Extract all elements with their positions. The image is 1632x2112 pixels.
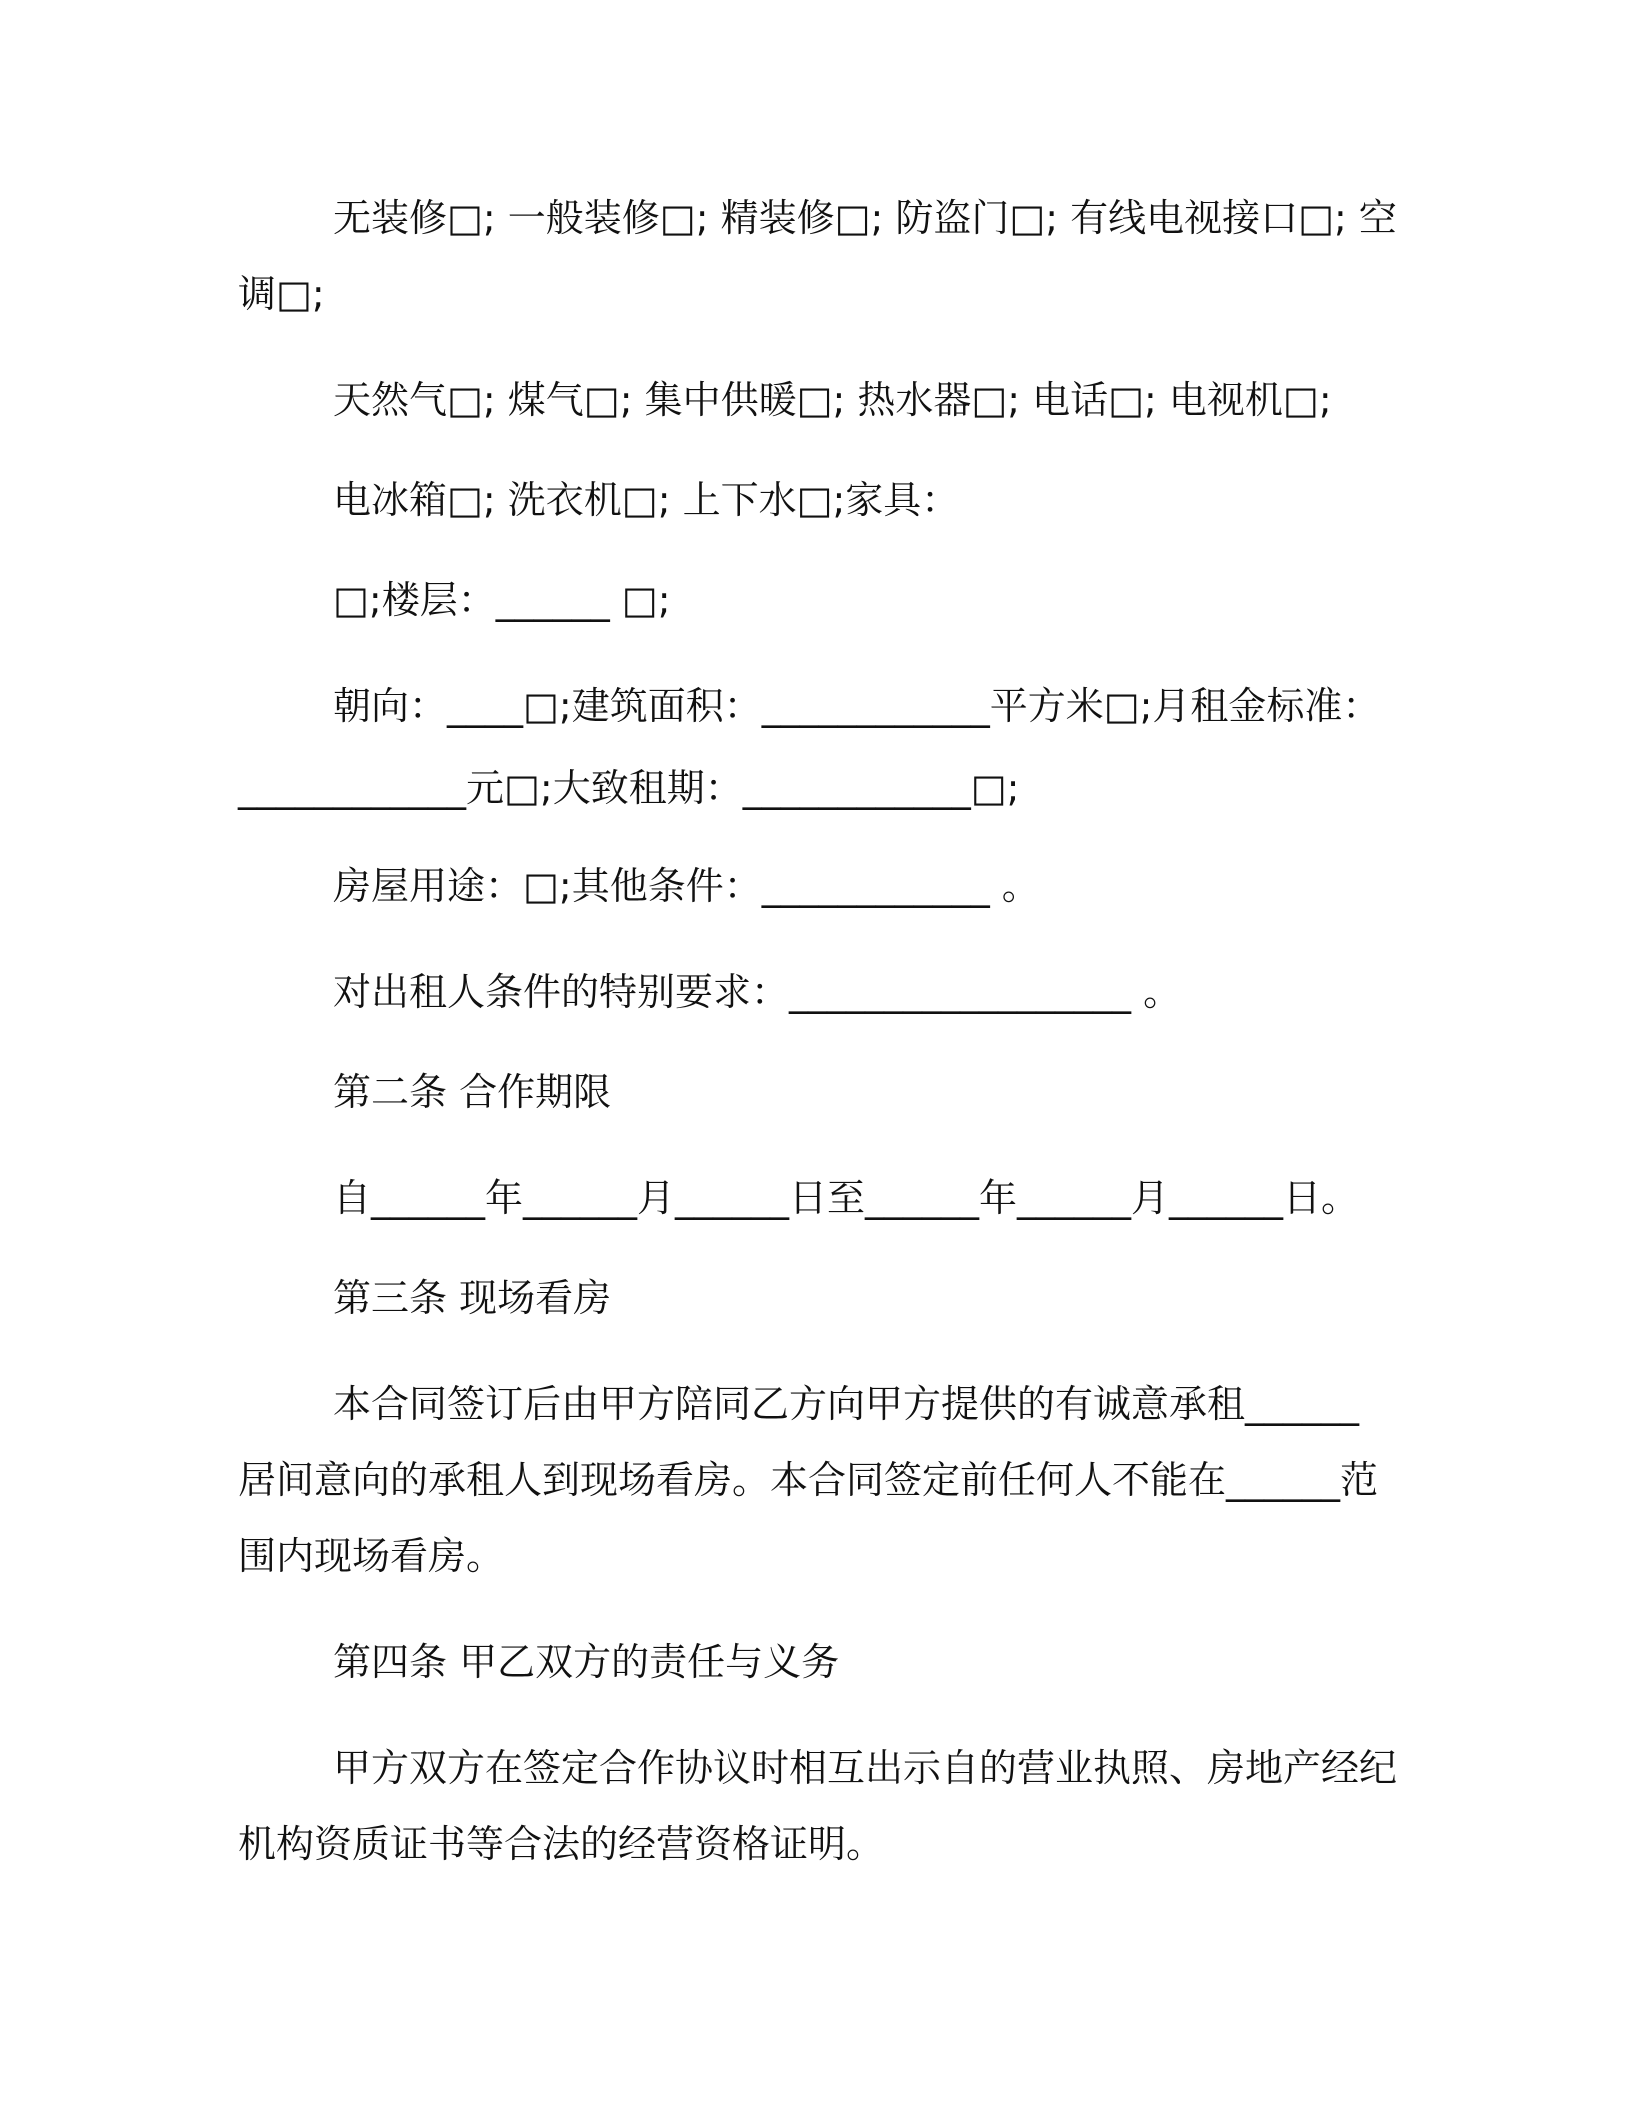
paragraph-orientation-line-cont: ____________元□;大致租期：____________□;	[238, 766, 1020, 810]
article-3-body-line-1: 本合同签订后由甲方陪同乙方向甲方提供的有诚意承租______	[333, 1382, 1360, 1426]
paragraph-usage-line: 房屋用途：□;其他条件：____________ 。	[333, 864, 1040, 908]
article-3-body-line-3: 围内现场看房。	[238, 1534, 505, 1578]
paragraph-utilities-line: 天然气□; 煤气□; 集中供暖□; 热水器□; 电话□; 电视机□;	[333, 378, 1332, 422]
article-2-period: 自______年______月______日至______年______月______日。	[333, 1176, 1360, 1220]
article-3-body-line-2: 居间意向的承租人到现场看房。本合同签定前任何人不能在______范	[238, 1458, 1379, 1502]
article-4-heading: 第四条 甲乙双方的责任与义务	[333, 1640, 840, 1684]
paragraph-decoration-line: 无装修□; 一般装修□; 精装修□; 防盗门□; 有线电视接口□; 空	[333, 196, 1397, 240]
paragraph-floor-line: □;楼层：______ □;	[333, 578, 671, 622]
article-3-heading: 第三条 现场看房	[333, 1276, 612, 1320]
paragraph-special-requirements: 对出租人条件的特别要求：__________________ 。	[333, 970, 1182, 1014]
article-2-heading: 第二条 合作期限	[333, 1070, 612, 1114]
article-4-body-line-2: 机构资质证书等合法的经营资格证明。	[238, 1822, 885, 1866]
paragraph-orientation-line: 朝向：____□;建筑面积：____________平方米□;月租金标准：	[333, 684, 1381, 728]
paragraph-appliances-line: 电冰箱□; 洗衣机□; 上下水□;家具：	[333, 478, 960, 522]
paragraph-decoration-line-cont: 调□;	[238, 272, 325, 316]
article-4-body-line-1: 甲方双方在签定合作协议时相互出示自的营业执照、房地产经纪	[333, 1746, 1398, 1790]
